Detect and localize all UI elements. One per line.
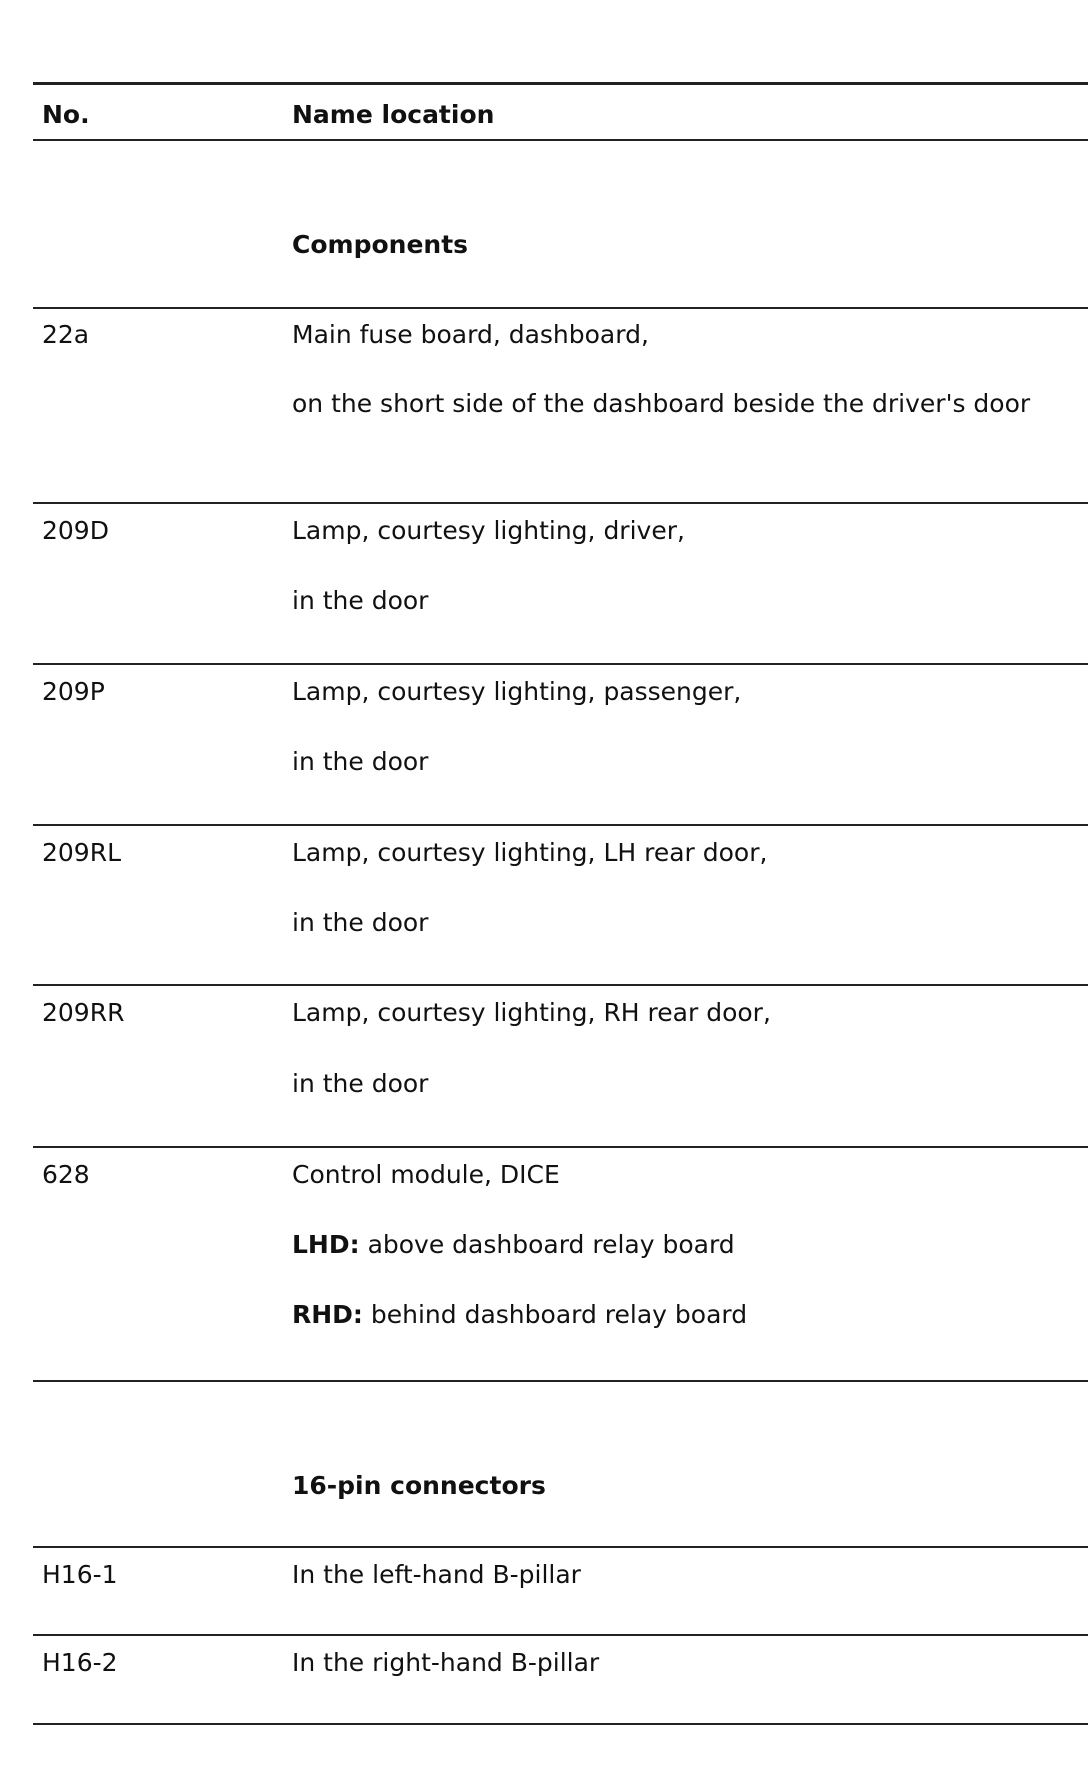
row-divider [33,1634,1088,1636]
row-name: Lamp, courtesy lighting, driver, [292,516,685,545]
header-bottom-rule [33,139,1088,141]
header-no: No. [42,100,90,129]
row-divider [33,1546,1088,1548]
row-name: Control module, DICE [292,1160,560,1189]
row-no: 22a [42,320,90,349]
row-no: H16-2 [42,1648,118,1677]
row-no: 209RR [42,998,125,1027]
row-location: in the door [292,1069,429,1098]
row-name: Lamp, courtesy lighting, passenger, [292,677,742,706]
row-name: Main fuse board, dashboard, [292,320,649,349]
row-divider [33,984,1088,986]
table-top-rule [33,82,1088,85]
variant-label-rhd: RHD: [292,1300,363,1329]
header-name-location: Name location [292,100,495,129]
variant-line [292,1232,735,1257]
section-title-16-pin-connectors: 16-pin connectors [292,1471,546,1500]
variant-text-rhd: behind dashboard relay board [370,1300,748,1329]
row-location: in the door [292,586,429,615]
row-location: In the left-hand B-pillar [292,1560,581,1589]
section-title-components: Components [292,230,469,259]
row-location: in the door [292,908,429,937]
row-no: 628 [42,1160,90,1189]
row-location: on the short side of the dashboard beside the driver's door [292,389,1031,418]
row-divider [33,663,1088,665]
variant-line [292,1302,747,1327]
row-no: 209RL [42,838,122,867]
row-no: 209P [42,677,105,706]
section-end-rule [33,1380,1088,1382]
row-no: H16-1 [42,1560,118,1589]
table-bottom-rule [33,1723,1088,1725]
row-location: In the right-hand B-pillar [292,1648,600,1677]
row-divider [33,307,1088,309]
row-location: in the door [292,747,429,776]
row-name: Lamp, courtesy lighting, LH rear door, [292,838,768,867]
row-name: Lamp, courtesy lighting, RH rear door, [292,998,771,1027]
variant-text-lhd: above dashboard relay board [367,1230,735,1259]
row-divider [33,502,1088,504]
variant-label-lhd: LHD: [292,1230,360,1259]
row-divider [33,824,1088,826]
row-divider [33,1146,1088,1148]
row-no: 209D [42,516,109,545]
